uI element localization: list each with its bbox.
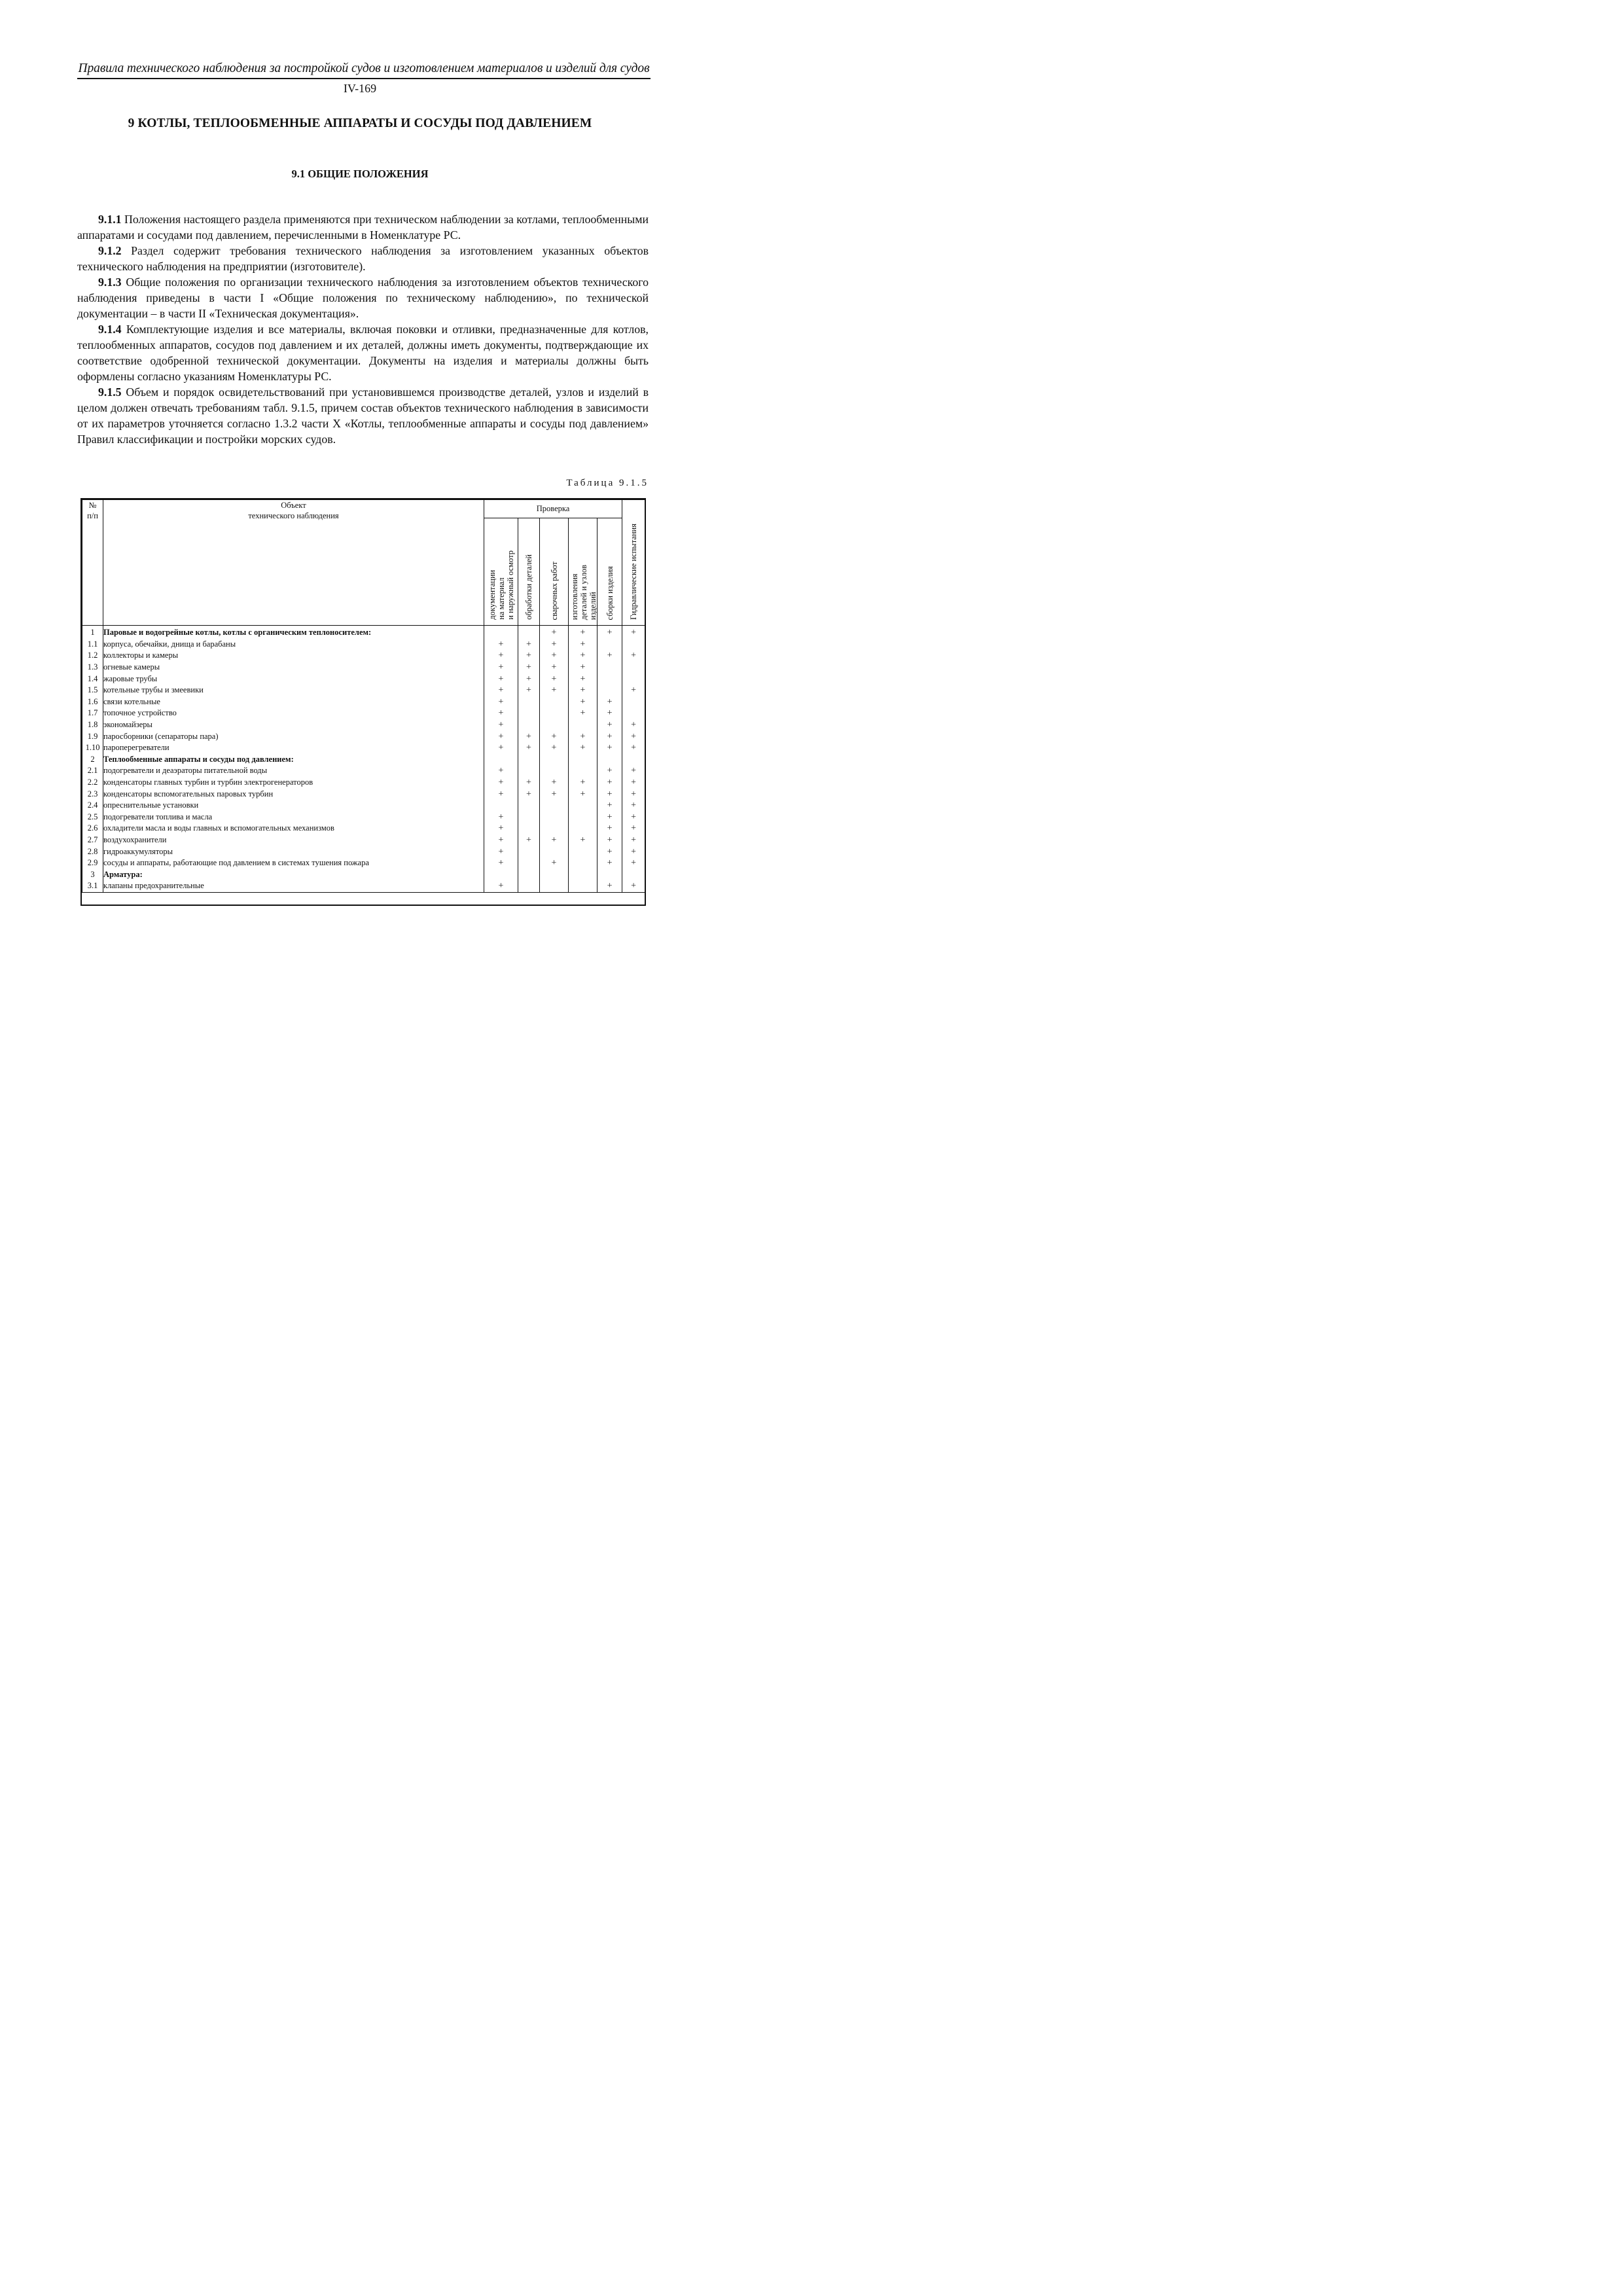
row-object-name: охладители масла и воды главных и вспомогательных механизмов — [103, 823, 484, 834]
check-mark: + — [484, 742, 518, 754]
empty-cell — [622, 673, 645, 685]
row-number: 2.4 — [82, 800, 103, 812]
header-check-manufacturing — [569, 518, 597, 626]
empty-cell — [540, 812, 569, 823]
running-header: Правила технического наблюдения за постройкой судов и изготовлением материалов и изделий для судов — [78, 62, 650, 75]
paragraph-text: Общие положения по организации технического наблюдения за изготовлением объектов технического наблюдения приведены в части I «Общие положения по техническому наблюдению», по технической документации – в части II «Техническая документация». — [77, 276, 649, 320]
empty-cell — [540, 754, 569, 766]
row-object-name: подогреватели и деаэраторы питательной воды — [103, 765, 484, 777]
row-object-name: конденсаторы главных турбин и турбин электрогенераторов — [103, 777, 484, 789]
empty-cell — [622, 696, 645, 708]
check-mark: + — [569, 626, 597, 639]
table-row — [82, 650, 645, 662]
row-object-name: воздухохранители — [103, 834, 484, 846]
table-row — [82, 857, 645, 869]
check-mark: + — [622, 834, 645, 846]
empty-cell — [540, 708, 569, 719]
check-mark: + — [484, 857, 518, 869]
table-row — [82, 788, 645, 800]
check-mark: + — [622, 719, 645, 731]
check-mark: + — [518, 730, 540, 742]
empty-cell — [540, 719, 569, 731]
header-row-number — [82, 500, 103, 626]
check-mark: + — [597, 650, 622, 662]
row-number: 1.8 — [82, 719, 103, 731]
paragraph-9-1-5 — [77, 384, 649, 447]
empty-cell — [518, 880, 540, 892]
check-mark: + — [518, 650, 540, 662]
header-hydro-tests — [622, 500, 645, 626]
empty-cell — [484, 800, 518, 812]
empty-cell — [622, 662, 645, 673]
check-mark: + — [540, 662, 569, 673]
paragraph-number: 9.1.3 — [98, 276, 122, 289]
check-mark: + — [569, 742, 597, 754]
empty-cell — [518, 626, 540, 639]
header-row-number-label: № п/п — [87, 501, 98, 520]
row-object-name: Арматура: — [103, 869, 484, 880]
row-number: 1 — [82, 626, 103, 639]
empty-cell — [569, 719, 597, 731]
paragraph-9-1-2 — [77, 243, 649, 274]
paragraph-text: Объем и порядок освидетельствований при установившемся производстве деталей, узлов и изделий в целом должен отвечать требованиям табл. 9.1.5, причем состав объектов технического наблюдения в зависимости от их параметров уточняется согласно 1.3.2 части X «Котлы, теплообменные аппараты и сосуды под давлением» Правил классификации и постройки морских судов. — [77, 386, 649, 446]
header-check-assembly-label: сборки изделия — [605, 565, 615, 620]
table-row — [82, 662, 645, 673]
table-row — [82, 834, 645, 846]
check-mark: + — [622, 846, 645, 857]
row-number: 1.7 — [82, 708, 103, 719]
header-hydro-tests-label: Гидравлические испытания — [629, 523, 639, 620]
row-object-name: огневые камеры — [103, 662, 484, 673]
empty-cell — [569, 869, 597, 880]
paragraph-text: Положения настоящего раздела применяются при техническом наблюдении за котлами, теплообменными аппаратами и сосудами под давлением, перечисленными в Номенклатуре РС. — [77, 213, 649, 242]
check-mark: + — [622, 880, 645, 892]
row-object-name: Теплообменные аппараты и сосуды под давлением: — [103, 754, 484, 766]
empty-cell — [540, 869, 569, 880]
empty-cell — [484, 626, 518, 639]
check-mark: + — [518, 834, 540, 846]
check-mark: + — [597, 823, 622, 834]
row-number: 2.2 — [82, 777, 103, 789]
check-mark: + — [622, 626, 645, 639]
row-number: 1.2 — [82, 650, 103, 662]
header-check-machining-label: обработки деталей — [524, 554, 533, 620]
paragraph-number: 9.1.2 — [98, 244, 122, 257]
check-mark: + — [622, 788, 645, 800]
header-check-welding-label: сварочных работ — [549, 561, 559, 620]
table-row — [82, 812, 645, 823]
empty-cell — [569, 846, 597, 857]
check-mark: + — [597, 626, 622, 639]
table-row — [82, 673, 645, 685]
row-object-name: сосуды и аппараты, работающие под давлением в системах тушения пожара — [103, 857, 484, 869]
row-number: 2.8 — [82, 846, 103, 857]
empty-cell — [569, 823, 597, 834]
header-check-machining — [518, 518, 540, 626]
paragraph-9-1-3 — [77, 274, 649, 321]
empty-cell — [622, 708, 645, 719]
row-number: 1.9 — [82, 730, 103, 742]
empty-cell — [622, 754, 645, 766]
check-mark: + — [622, 777, 645, 789]
header-rule — [77, 78, 651, 79]
row-object-name: паросборники (сепараторы пара) — [103, 730, 484, 742]
check-mark: + — [569, 834, 597, 846]
empty-cell — [569, 857, 597, 869]
row-number: 1.1 — [82, 639, 103, 651]
paragraph-number: 9.1.5 — [98, 386, 122, 399]
empty-cell — [518, 800, 540, 812]
check-mark: + — [597, 708, 622, 719]
empty-cell — [540, 765, 569, 777]
check-mark: + — [484, 662, 518, 673]
row-number: 3.1 — [82, 880, 103, 892]
table-row — [82, 730, 645, 742]
check-mark: + — [597, 742, 622, 754]
check-mark: + — [597, 788, 622, 800]
table-row — [82, 708, 645, 719]
check-mark: + — [484, 834, 518, 846]
check-mark: + — [484, 719, 518, 731]
check-mark: + — [597, 812, 622, 823]
paragraph-number: 9.1.4 — [98, 323, 122, 336]
empty-cell — [569, 800, 597, 812]
table-row — [82, 869, 645, 880]
header-object — [103, 500, 484, 626]
row-number: 2.5 — [82, 812, 103, 823]
check-mark: + — [597, 800, 622, 812]
empty-cell — [622, 869, 645, 880]
empty-cell — [622, 639, 645, 651]
check-mark: + — [569, 662, 597, 673]
check-mark: + — [484, 730, 518, 742]
empty-cell — [518, 857, 540, 869]
check-mark: + — [597, 730, 622, 742]
paragraph-9-1-1 — [77, 211, 649, 243]
row-object-name: опреснительные установки — [103, 800, 484, 812]
empty-cell — [540, 800, 569, 812]
empty-cell — [569, 880, 597, 892]
check-mark: + — [622, 765, 645, 777]
empty-cell — [484, 754, 518, 766]
check-mark: + — [518, 788, 540, 800]
empty-cell — [597, 662, 622, 673]
check-mark: + — [597, 777, 622, 789]
check-mark: + — [622, 857, 645, 869]
row-object-name: экономайзеры — [103, 719, 484, 731]
header-check-documentation-label: документации на материал и наружный осмотр — [487, 550, 515, 620]
check-mark: + — [484, 650, 518, 662]
check-mark: + — [597, 719, 622, 731]
check-mark: + — [569, 777, 597, 789]
check-mark: + — [484, 639, 518, 651]
check-mark: + — [518, 685, 540, 696]
paragraph-text: Раздел содержит требования технического наблюдения за изготовлением указанных объектов технического наблюдения на предприятии (изготовителе). — [77, 244, 649, 273]
row-object-name: коллекторы и камеры — [103, 650, 484, 662]
check-mark: + — [518, 639, 540, 651]
row-number: 2 — [82, 754, 103, 766]
check-mark: + — [540, 834, 569, 846]
check-mark: + — [622, 650, 645, 662]
check-mark: + — [484, 880, 518, 892]
row-number: 2.6 — [82, 823, 103, 834]
check-mark: + — [484, 846, 518, 857]
check-mark: + — [484, 777, 518, 789]
empty-cell — [484, 869, 518, 880]
empty-cell — [518, 696, 540, 708]
table-row — [82, 742, 645, 754]
paragraph-9-1-4 — [77, 321, 649, 384]
table-row — [82, 685, 645, 696]
table-row — [82, 880, 645, 892]
empty-cell — [540, 846, 569, 857]
check-mark: + — [569, 673, 597, 685]
row-object-name: топочное устройство — [103, 708, 484, 719]
table-row — [82, 754, 645, 766]
empty-cell — [597, 639, 622, 651]
row-object-name: Паровые и водогрейные котлы, котлы с органическим теплоносителем: — [103, 626, 484, 639]
empty-cell — [518, 846, 540, 857]
document-page — [0, 0, 720, 1018]
table-body — [82, 626, 645, 893]
check-mark: + — [540, 730, 569, 742]
row-number: 2.1 — [82, 765, 103, 777]
check-mark: + — [622, 823, 645, 834]
check-mark: + — [569, 696, 597, 708]
check-mark: + — [622, 742, 645, 754]
check-mark: + — [540, 626, 569, 639]
empty-cell — [540, 823, 569, 834]
empty-cell — [597, 685, 622, 696]
check-mark: + — [597, 834, 622, 846]
check-mark: + — [569, 650, 597, 662]
check-mark: + — [484, 812, 518, 823]
page-number: IV-169 — [343, 82, 377, 95]
subsection-title: 9.1 ОБЩИЕ ПОЛОЖЕНИЯ — [291, 168, 429, 180]
header-check-group — [484, 500, 622, 518]
check-mark: + — [484, 823, 518, 834]
row-number: 1.10 — [82, 742, 103, 754]
check-mark: + — [597, 846, 622, 857]
check-mark: + — [569, 639, 597, 651]
check-mark: + — [597, 696, 622, 708]
empty-cell — [518, 869, 540, 880]
check-mark: + — [518, 662, 540, 673]
empty-cell — [518, 765, 540, 777]
table-row — [82, 626, 645, 639]
inspection-table-grid — [82, 499, 645, 893]
row-object-name: котельные трубы и змеевики — [103, 685, 484, 696]
check-mark: + — [569, 708, 597, 719]
empty-cell — [518, 812, 540, 823]
paragraph-text: Комплектующие изделия и все материалы, включая поковки и отливки, предназначенные для котлов, теплообменных аппаратов, сосудов под давлением и их деталей, должны иметь документы, подтверждающие их соответствие одобренной технической документации. Документы на изделия и материалы должны быть оформлены согласно указаниям Номенклатуры РС. — [77, 323, 649, 383]
check-mark: + — [540, 650, 569, 662]
row-number: 1.6 — [82, 696, 103, 708]
row-number: 2.3 — [82, 788, 103, 800]
table-row — [82, 846, 645, 857]
check-mark: + — [597, 880, 622, 892]
table-row — [82, 800, 645, 812]
row-number: 1.3 — [82, 662, 103, 673]
check-mark: + — [569, 730, 597, 742]
body-text — [77, 211, 649, 447]
check-mark: + — [540, 673, 569, 685]
empty-cell — [518, 754, 540, 766]
check-mark: + — [597, 765, 622, 777]
row-number: 1.4 — [82, 673, 103, 685]
header-check-group-label: Проверка — [536, 504, 570, 513]
check-mark: + — [622, 685, 645, 696]
check-mark: + — [540, 788, 569, 800]
row-object-name: гидроаккумуляторы — [103, 846, 484, 857]
row-object-name: подогреватели топлива и масла — [103, 812, 484, 823]
check-mark: + — [622, 812, 645, 823]
check-mark: + — [540, 685, 569, 696]
check-mark: + — [484, 788, 518, 800]
row-object-name: жаровые трубы — [103, 673, 484, 685]
row-number: 2.9 — [82, 857, 103, 869]
check-mark: + — [518, 777, 540, 789]
header-check-assembly — [597, 518, 622, 626]
paragraph-number: 9.1.1 — [98, 213, 122, 226]
check-mark: + — [484, 673, 518, 685]
header-check-documentation — [484, 518, 518, 626]
empty-cell — [540, 880, 569, 892]
row-number: 3 — [82, 869, 103, 880]
check-mark: + — [540, 742, 569, 754]
check-mark: + — [569, 685, 597, 696]
row-object-name: связи котельные — [103, 696, 484, 708]
check-mark: + — [540, 857, 569, 869]
empty-cell — [540, 696, 569, 708]
table-row — [82, 696, 645, 708]
check-mark: + — [622, 800, 645, 812]
table-row — [82, 719, 645, 731]
check-mark: + — [484, 685, 518, 696]
header-check-welding — [540, 518, 569, 626]
empty-cell — [597, 673, 622, 685]
table-row — [82, 765, 645, 777]
empty-cell — [569, 812, 597, 823]
check-mark: + — [597, 857, 622, 869]
check-mark: + — [484, 696, 518, 708]
check-mark: + — [484, 765, 518, 777]
header-check-manufacturing-label: изготовления деталей и узлов изделий — [570, 564, 597, 620]
row-number: 2.7 — [82, 834, 103, 846]
check-mark: + — [518, 742, 540, 754]
row-object-name: корпуса, обечайки, днища и барабаны — [103, 639, 484, 651]
check-mark: + — [569, 788, 597, 800]
header-object-label: Объект технического наблюдения — [248, 501, 339, 520]
table-row — [82, 823, 645, 834]
empty-cell — [597, 754, 622, 766]
row-object-name: конденсаторы вспомогательных паровых турбин — [103, 788, 484, 800]
section-title: 9 КОТЛЫ, ТЕПЛООБМЕННЫЕ АППАРАТЫ И СОСУДЫ ПОД ДАВЛЕНИЕМ — [128, 117, 592, 130]
empty-cell — [518, 823, 540, 834]
table-caption: Таблица 9.1.5 — [566, 478, 649, 488]
check-mark: + — [540, 777, 569, 789]
row-object-name: пароперегреватели — [103, 742, 484, 754]
row-number: 1.5 — [82, 685, 103, 696]
check-mark: + — [622, 730, 645, 742]
empty-cell — [597, 869, 622, 880]
row-object-name: клапаны предохранительные — [103, 880, 484, 892]
table-row — [82, 777, 645, 789]
empty-cell — [518, 708, 540, 719]
check-mark: + — [540, 639, 569, 651]
empty-cell — [569, 765, 597, 777]
table-row — [82, 639, 645, 651]
inspection-table — [80, 498, 646, 906]
check-mark: + — [518, 673, 540, 685]
empty-cell — [518, 719, 540, 731]
check-mark: + — [484, 708, 518, 719]
empty-cell — [569, 754, 597, 766]
